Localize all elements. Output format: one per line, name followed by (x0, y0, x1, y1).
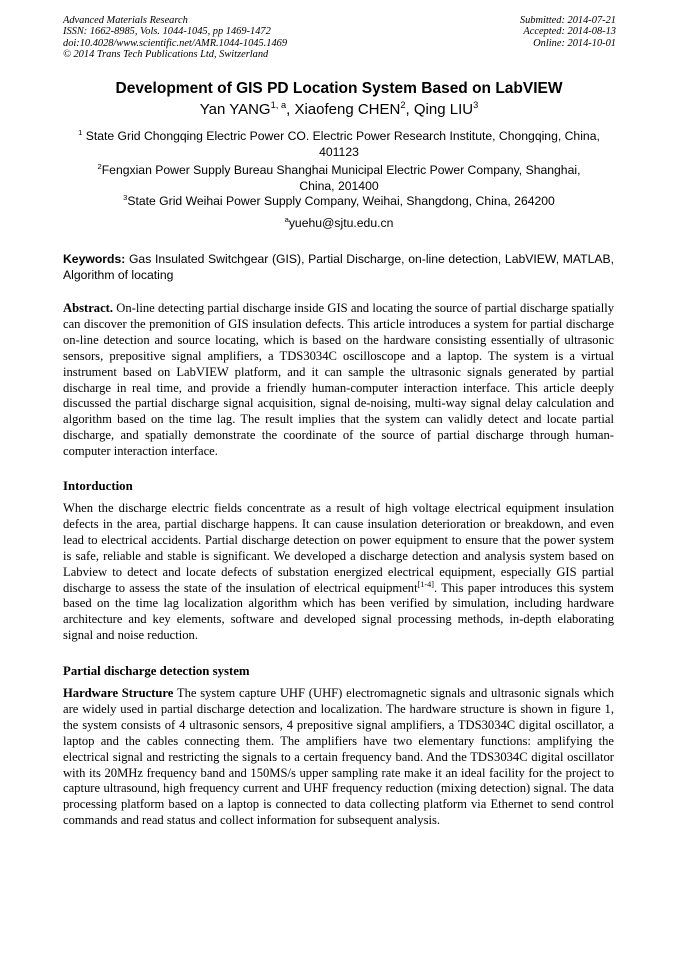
abstract (63, 301, 614, 460)
keywords-text: Gas Insulated Switchgear (GIS), Partial Discharge, on-line detection, LabVIEW, MATLAB, Algorithm of locating (63, 252, 614, 282)
section-heading-detection-system: Partial discharge detection system (63, 664, 250, 678)
paper-title: Development of GIS PD Location System Based on LabVIEW (115, 80, 563, 97)
keywords-label: Keywords: (63, 252, 126, 266)
author-name: Qing LIU (413, 101, 474, 118)
introduction-paragraph: When the discharge electric fields concentrate as a result of high voltage electrical equipment insulation defects in the area, partial discharge happens. It can cause insulation deterioration or breakdown, and even lead to electrical accidents. Partial discharge detection on power equipment to ensure that the power system is safe, reliable and stable is significant. We developed a discharge detection and analysis system based on Labview to detect and locate defects of substation energized electrical equipment, especially GIS partial discharge to assess the state of the insulation of electrical equipment[1-4]. This paper introduces this system based on the time lag localization algorithm which has been verified by simulation, including hardware architecture and key elements, software and developed signal processing methods, in-depth elaborating signal and noise reduction. (63, 501, 614, 643)
issn-line: ISSN: 1662-8985, Vols. 1044-1045, pp 1469-1472 (63, 26, 271, 38)
accepted-date: Accepted: 2014-08-13 (523, 26, 616, 38)
abstract-label: Abstract. (63, 301, 114, 315)
doi-line: doi:10.4028/www.scientific.net/AMR.1044-1045.1469 (63, 37, 288, 49)
author-name: Yan YANG (199, 101, 271, 118)
author-list: Yan YANG$^{1, a}$, Xiaofeng CHEN$^2$, Qing LIU$^3$ (199, 100, 479, 118)
journal-info (63, 15, 287, 61)
affiliation-2: $^2$Fengxian Power Supply Bureau Shanghai Municipal Electric Power Company, Shanghai, China, 201400 (97, 161, 581, 193)
author-affiliation-mark: 2 (400, 100, 406, 110)
author-name: Xiaofeng CHEN (294, 101, 401, 118)
author-affiliation-mark: 1, a (270, 100, 287, 110)
affiliation-3: $^3$State Grid Weihai Power Supply Company, Weihai, Shangdong, China, 264200 (123, 192, 555, 208)
email: $^a$yuehu@sjtu.edu.cn (284, 214, 394, 230)
citation: [1-4] (417, 579, 434, 589)
section-heading-introduction: Intorduction (63, 479, 133, 493)
subsection-label: Hardware Structure (63, 686, 174, 700)
copyright-line: © 2014 Trans Tech Publications Ltd, Switzerland (63, 49, 269, 61)
keywords (63, 251, 614, 283)
hardware-paragraph: Hardware Structure The system capture UHF (UHF) electromagnetic signals and ultrasonic signals which are widely used in partial discharge detection and localization. The hardware structure is shown in figure 1, the system consists of 4 ultrasonic sensors, 4 prepositive signal amplifiers, a TDS3034C digital oscillator, a laptop and the cables connecting them. The amplifiers have two elementary functions: amplifying the electrical signal and restricting the signals to a certain frequency band. And the TDS3034C digital oscillator with its 20MHz frequency band and 150MS/s upper sampling rate make it an ideal facility for the project to capture ultrasound, high frequency current and UHF frequency reduction (mixing detection) signal. The data processing platform based on a laptop is connected to data collecting platform via Ethernet to send control commands and read status and collect information for subsequent analysis. (63, 686, 614, 828)
author-affiliation-mark: 3 (473, 100, 479, 110)
dates-info (520, 15, 616, 49)
online-date: Online: 2014-10-01 (533, 37, 616, 49)
affiliation-1: $^1$ State Grid Chongqing Electric Power CO. Electric Power Research Institute, Chongqing, China, 401123 (78, 127, 600, 159)
journal-name: Advanced Materials Research (63, 15, 188, 26)
submitted-date: Submitted: 2014-07-21 (519, 15, 616, 26)
abstract-text: On-line detecting partial discharge inside GIS and locating the source of partial discharge spatially can discover the premonition of GIS insulation defects. This article introduces a system for partial discharge on-line detection and source locating, which is based on the hardware consisting essentially of ultrasonic sensors, prepositive signal amplifiers, a TDS3034C oscilloscope and a laptop. The system is a virtual instrument based on LabVIEW platform, and it can sample the ultrasonic signals generated by partial discharge in real time, and provide a friendly human-computer interaction interface. This article deeply discussed the partial discharge signal acquisition, signal de-noising, multi-way signal delay calculation and algorithm based on the time lag. The result implies that the system can validly detect and locate partial discharge, and spatially demonstrate the coordinate of the source of partial discharge through human-computer interaction interface. (63, 301, 614, 459)
